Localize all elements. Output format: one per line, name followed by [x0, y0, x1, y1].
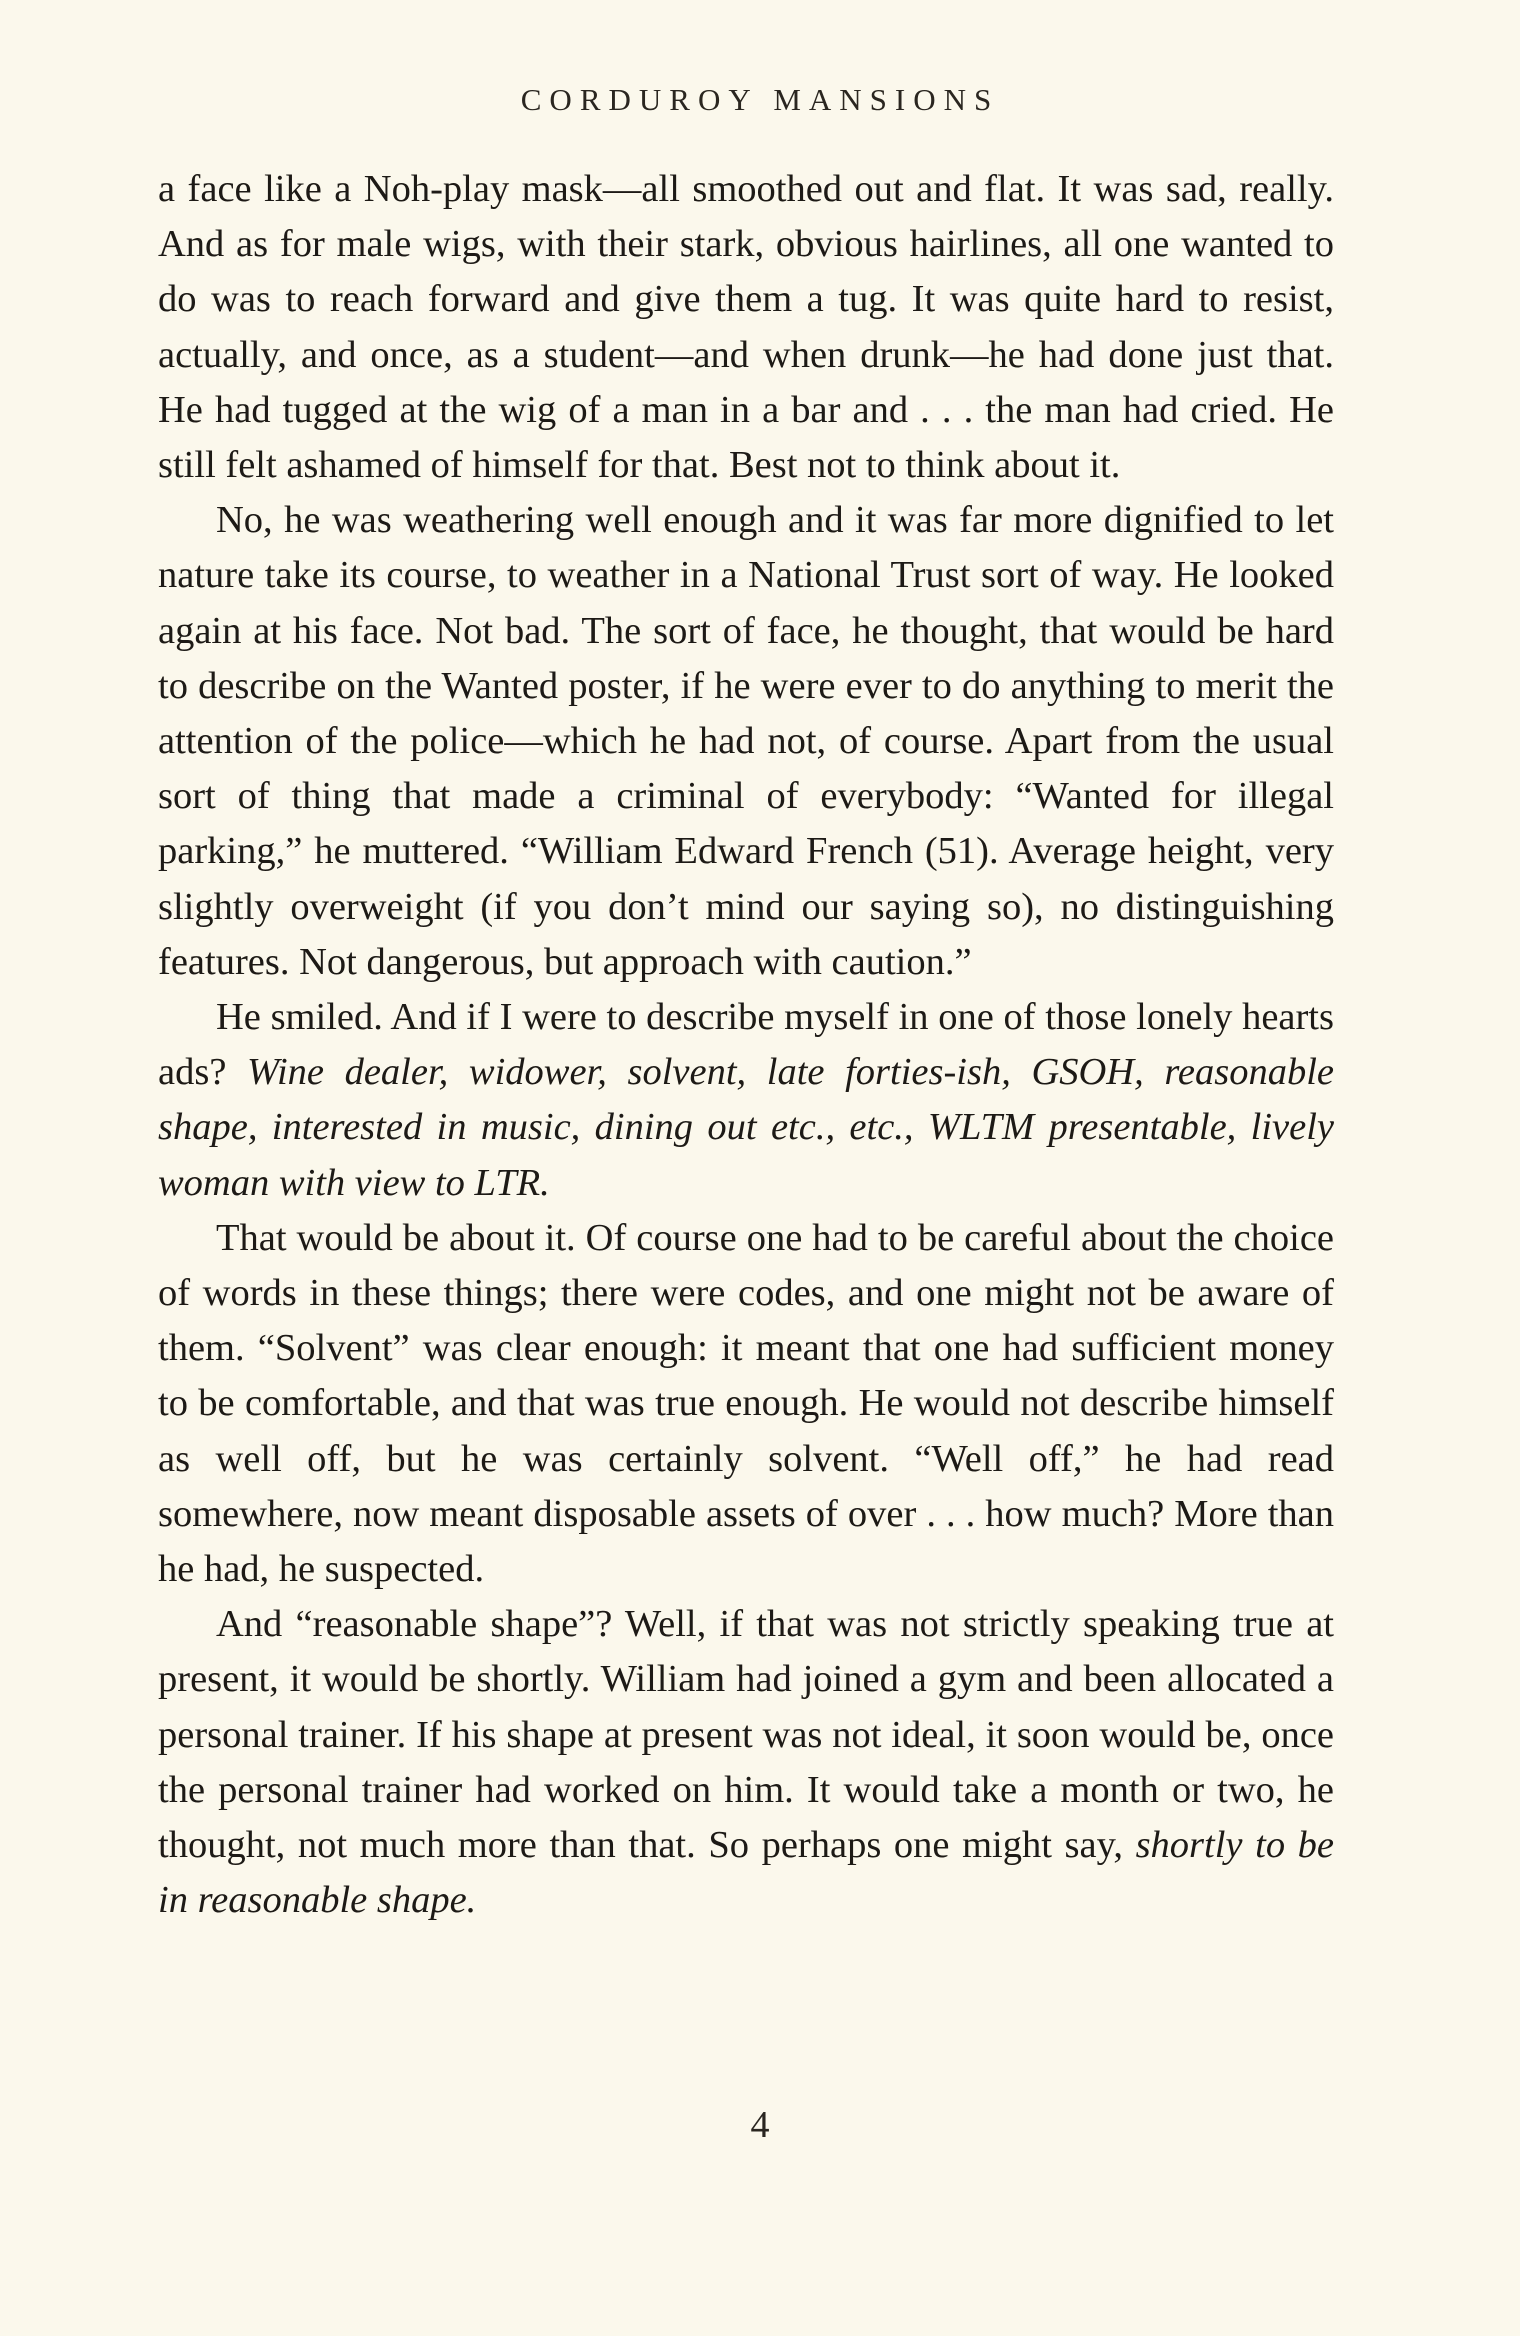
paragraph: a face like a Noh-play mask—all smoothed out and flat. It was sad, really. And as for male wigs, with their stark, obvious hairlines, all one wanted to do was to reach forward and give them a tug. It was quite hard to resist, actually, and once, as a student—and when drunk—he had done just that. He had tugged at the wig of a man in a bar and . . . the man had cried. He still felt ashamed of himself for that. Best not to think about it.: [158, 168, 1334, 487]
body-text: [158, 162, 1334, 1929]
running-head: CORDUROY MANSIONS: [520, 82, 1000, 117]
paragraph: [158, 1597, 1334, 1928]
paragraph-text: And “reasonable shape”? Well, if that was not strictly speaking true at present, it would be shortly. William had joined a gym and been allocated a personal trainer. If his shape at present was not ideal, it soon would be, once the personal trainer had worked on him. It would take a month or two, he thought, not much more than that. So perhaps one might say,: [158, 1603, 1334, 1867]
paragraph: No, he was weathering well enough and it was far more dignified to let nature take its course, to weather in a National Trust sort of way. He looked again at his face. Not bad. The sort of face, he thought, that would be hard to describe on the Wanted poster, if he were ever to do anything to merit the attention of the police—which he had not, of course. Apart from the usual sort of thing that made a criminal of everybody: “Wanted for illegal parking,” he muttered. “William Edward French (51). Average height, very slightly overweight (if you don’t mind our saying so), no distinguishing features. Not dangerous, but approach with caution.”: [158, 499, 1334, 983]
paragraph: [158, 990, 1334, 1211]
paragraph-italic-text: Wine dealer, widower, solvent, late forties-ish, GSOH, reasonable shape, interested in music, dining out etc., etc., WLTM presentable, lively woman with view to LTR.: [158, 1051, 1334, 1204]
paragraph-text: He smiled. And if I were to describe myself in one of those lonely hearts ads?: [158, 996, 1334, 1094]
paragraph: That would be about it. Of course one had to be careful about the choice of words in these things; there were codes, and one might not be aware of them. “Solvent” was clear enough: it meant that one had sufficient money to be comfortable, and that was true enough. He would not describe himself as well off, but he was certainly solvent. “Well off,” he had read somewhere, now meant disposable assets of over . . . how much? More than he had, he suspected.: [158, 1216, 1334, 1591]
paragraph-italic-text: shortly to be in reasonable shape.: [158, 1824, 1335, 1922]
page-number: 4: [750, 2104, 770, 2146]
